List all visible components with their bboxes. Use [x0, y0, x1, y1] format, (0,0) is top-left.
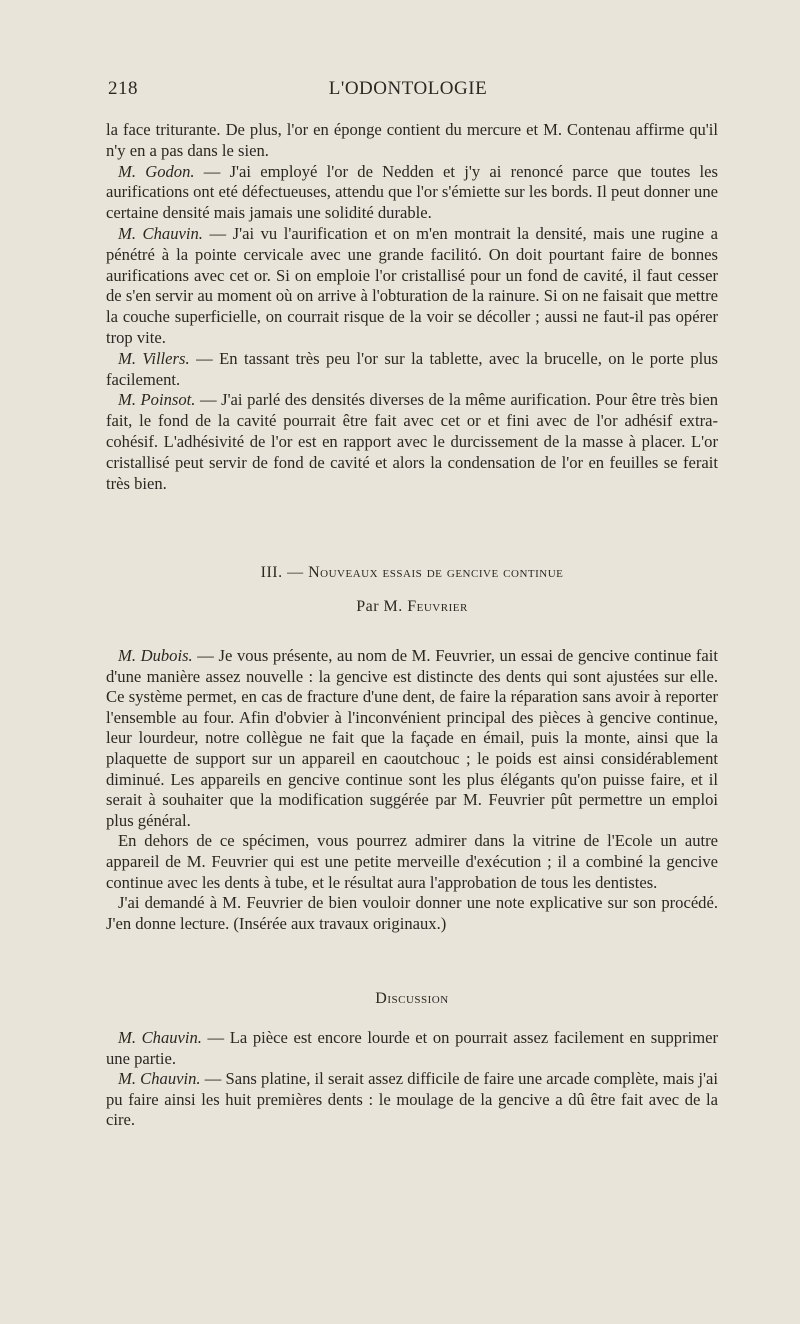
page-number: 218	[108, 78, 138, 99]
section-title-text: Nouveaux essais de gencive continue	[308, 564, 564, 581]
discussion-heading: Discussion	[375, 990, 449, 1007]
paragraph-text: — J'ai vu l'aurification et on m'en montrait la densité, mais une rugine a pénétré à la pointe cervicale avec une grande facilitó. On doit pourtant faire de bonnes aurifications avec cet or. Si on emploie l'or cristallisé pour un fond de cavité, il faut cesser de s'en servir au moment où on arrive à l'obturation de la rainure. Si on ne faisait que mettre la couche superficielle, on courrait risque de la voir se décoller ; aussi ne faut-il pas opérer trop vite.	[106, 223, 718, 347]
running-title: L'ODONTOLOGIE	[328, 78, 488, 99]
byline-author: Feuvrier	[407, 598, 468, 615]
paragraph	[106, 224, 718, 349]
paragraph-text: — Je vous présente, au nom de M. Feuvrier, un essai de gencive continue fait d'une manière assez nouvelle : la gencive est distincte des dents qui sont ajustées sur elle. Ce système permet, en cas de fracture d'une dent, de faire la réparation sans avoir à reporter l'ensemble au four. Afin d'obvier à l'inconvénient principal des pièces à gencive continue, leur lourdeur, notre collègue ne fait que la façade en émail, puis la monte, ainsi que la plaquette de support sur un appareil en caoutchouc ; le poids est ainsi considérablement diminué. Les appareils en gencive continue sont les plus élégants qu'on puisse faire, et il serait à souhaiter que la modification suggérée par M. Feuvrier pût permettre un emploi plus général.	[106, 646, 718, 830]
paragraph-text: — La pièce est encore lourde et on pourrait assez facilement en supprimer une partie.	[106, 1028, 718, 1068]
paragraph	[106, 1069, 718, 1131]
speaker-name: M. Villers.	[118, 348, 190, 368]
paragraph	[106, 1028, 718, 1069]
page-header	[108, 78, 708, 108]
byline-prefix: Par M.	[356, 598, 403, 615]
paragraph-text: — J'ai employé l'or de Nedden et j'y ai renoncé parce que toutes les aurifications ont eté défectueuses, attendu que l'or s'émiette sur les bords. Il peut donner une certaine densité mais jamais une solidité durable.	[106, 161, 718, 223]
discussion-section-1	[106, 120, 718, 494]
paragraph	[106, 646, 718, 831]
discussion-section-2	[106, 646, 718, 934]
paragraph	[106, 390, 718, 494]
discussion-section-3	[106, 1028, 718, 1131]
section-byline	[106, 598, 718, 616]
paragraph-text: — Sans platine, il serait assez difficile de faire une arcade complète, mais j'ai pu faire ainsi les huit premières dents : le moulage de la gencive a dû être fait avec de la cire.	[106, 1069, 719, 1130]
paragraph	[106, 120, 718, 162]
paragraph	[106, 162, 718, 224]
speaker-name: M. Poinsot.	[118, 390, 196, 410]
paragraph	[106, 349, 718, 391]
section-number: III. —	[260, 564, 304, 581]
section-title	[106, 564, 718, 582]
paragraph-text: — En tassant très peu l'or sur la tablette, avec la brucelle, on le porte plus facilement.	[106, 348, 718, 389]
speaker-name: M. Dubois.	[118, 646, 193, 665]
speaker-name: M. Chauvin.	[118, 1069, 201, 1089]
paragraph-text: J'ai demandé à M. Feuvrier de bien vouloir donner une note explicative sur son procédé. J'en donne lecture. (Insérée aux travaux originaux.)	[106, 893, 718, 933]
paragraph-text: En dehors de ce spécimen, vous pourrez admirer dans la vitrine de l'Ecole un autre appareil de M. Feuvrier qui est une petite merveille d'exécution ; il a combiné la gencive continue avec les dents à tube, et le résultat aura l'approbation de tous les dentistes.	[106, 831, 718, 892]
paragraph-text: la face triturante. De plus, l'or en éponge contient du mercure et M. Contenau affirme qu'il n'y en a pas dans le sien.	[106, 120, 718, 160]
speaker-name: M. Chauvin.	[118, 223, 203, 243]
paragraph-text: — J'ai parlé des densités diverses de la même aurification. Pour être très bien fait, le fond de la cavité pourrait être fait avec cet or et fini avec de l'or adhésif extra-cohésif. L'adhésivité de l'or est en rapport avec le durcissement de la masse à placer. L'or cristallisé peut servir de fond de cavité et alors la condensation de l'or en feuilles se ferait très bien.	[106, 390, 718, 493]
speaker-name: M. Godon.	[118, 161, 195, 181]
speaker-name: M. Chauvin.	[118, 1028, 202, 1047]
paragraph	[106, 893, 718, 934]
paragraph	[106, 831, 718, 893]
